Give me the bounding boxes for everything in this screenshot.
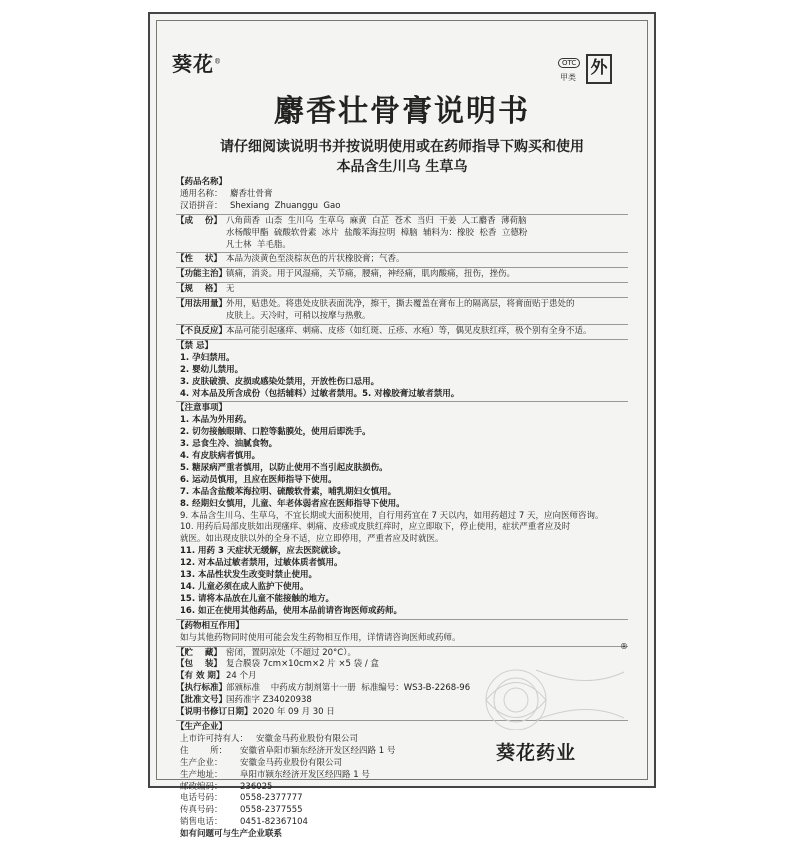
otc-badge: OTC <box>558 58 580 68</box>
properties-label: 【性 状】 <box>176 254 222 265</box>
precaution-item: 4. 有皮肤病者慎用。 <box>180 451 261 462</box>
manufacturer-row-value: 安徽省阜阳市颍东经济开发区经四路 1 号 <box>240 745 396 756</box>
manufacturer-row-label: 销售电话： <box>180 817 223 828</box>
usage-line-2: 皮肤上。天冷时，可稍以按摩与热敷。 <box>226 311 371 322</box>
generic-name-value: 麝香壮骨膏 <box>230 188 273 199</box>
divider <box>176 339 628 340</box>
precaution-item: 7. 本品含盐酸苯海拉明、硫酸软骨素，哺乳期妇女慎用。 <box>180 486 397 497</box>
manufacturer-row-label: 住 所： <box>180 745 228 756</box>
manufacturer-row-value: 236025 <box>240 781 273 792</box>
manufacturer-row-label: 生产地址： <box>180 769 223 780</box>
external-use-mark: 外 <box>586 54 612 84</box>
brand-logo <box>172 48 222 77</box>
indications-value: 镇痛，消炎。用于风湿痛，关节痛，腰痛，神经痛，肌肉酸痛，扭伤，挫伤。 <box>226 269 516 280</box>
approval-value: 国药准字 Z34020938 <box>226 695 312 706</box>
manufacturer-row-value: 安徽金马药业股份有限公司 <box>256 733 359 744</box>
precaution-item: 1. 本品为外用药。 <box>180 415 252 426</box>
pinyin-value: Shexiang Zhuanggu Gao <box>230 200 341 211</box>
precaution-item: 14. 儿童必须在成人监护下使用。 <box>180 582 309 592</box>
precaution-item: 11. 用药 3 天症状无缓解，应去医院就诊。 <box>180 546 346 557</box>
manufacturer-row-label: 邮政编码： <box>180 781 223 792</box>
approval-label: 【批准文号】 <box>176 695 228 706</box>
storage-label: 【贮 藏】 <box>176 647 222 658</box>
manufacturer-heading: 【生产企业】 <box>176 721 228 732</box>
contraindication-item: 2. 婴幼儿禁用。 <box>180 364 244 375</box>
interactions-value: 如与其他药物同时使用可能会发生药物相互作用，详情请咨询医师或药师。 <box>180 632 461 643</box>
composition-label: 【成 份】 <box>176 215 222 226</box>
usage-value <box>226 299 628 323</box>
pinyin-label: 汉语拼音： <box>180 200 223 211</box>
footer-trademark: ® <box>620 642 628 651</box>
properties-row <box>176 254 628 266</box>
instruction-leaflet <box>148 12 656 840</box>
generic-name-label: 通用名称： <box>180 188 223 199</box>
precaution-item: 5. 糖尿病严重者慎用，以防止使用不当引起皮肤损伤。 <box>180 462 388 473</box>
package-value: 复合膜袋 7cm×10cm×2 片 ×5 袋 / 盒 <box>226 659 379 670</box>
precaution-item-continued: 就医。如出现皮肤以外的全身不适，应立即停用，严重者应及时就医。 <box>180 534 444 545</box>
revision-value: 2020 年 09 月 30 日 <box>252 707 335 718</box>
contraindication-item: 3. 皮肤破溃、皮损或感染处禁用，开放性伤口忌用。 <box>180 376 380 387</box>
composition-value <box>226 216 628 252</box>
indications-row <box>176 269 628 281</box>
standard-label: 【执行标准】 <box>176 683 228 694</box>
adverse-label: 【不良反应】 <box>176 325 228 336</box>
manufacturer-row-value: 0451-82367104 <box>240 817 308 828</box>
usage-line-1: 外用，贴患处。将患处皮肤表面洗净，擦干，撕去覆盖在膏布上的隔离层，将膏面贴于患处的 <box>226 299 575 310</box>
manufacturer-row-value: 0558-2377777 <box>240 793 303 804</box>
divider <box>176 214 628 215</box>
usage-row <box>176 299 628 323</box>
precaution-item: 15. 请将本品放在儿童不能接触的地方。 <box>180 593 335 604</box>
manufacturer-row <box>176 805 628 817</box>
manufacturer-row-value: 阜阳市颍东经济开发区经四路 1 号 <box>240 769 370 780</box>
interactions-heading: 【药物相互作用】 <box>176 620 245 631</box>
composition-line-2: 水杨酸甲酯 硫酸软骨素 冰片 盐酸苯海拉明 樟脑 辅料为：橡胶 松香 立德粉 <box>226 227 528 238</box>
ingredient-warning: 本品含生川乌 生草乌 <box>336 159 468 175</box>
sunflower-seal-graphic <box>476 660 626 730</box>
composition-line-1: 八角茴香 山柰 生川乌 生草乌 麻黄 白芷 苍术 当归 干姜 人工麝香 薄荷脑 <box>226 215 527 226</box>
package-label: 【包 装】 <box>176 659 222 670</box>
manufacturer-row-label: 传真号码： <box>180 805 223 816</box>
adverse-value: 本品可能引起瘙痒、刺痛、皮疹（如红斑、丘疹、水疱）等，偶见皮肤红痒，极个别有全身不适。 <box>226 325 592 336</box>
precaution-item: 12. 对本品过敏者禁用，过敏体质者慎用。 <box>180 558 343 569</box>
document-title: 麝香壮骨膏说明书 <box>274 94 530 129</box>
generic-name-row <box>176 189 628 201</box>
manufacturer-row-value: 0558-2377555 <box>240 805 303 816</box>
specification-label: 【规 格】 <box>176 284 222 295</box>
divider <box>176 297 628 298</box>
validity-value: 24 个月 <box>226 671 257 682</box>
adverse-row <box>176 326 628 338</box>
precaution-item: 6. 运动员慎用，且应在医师指导下使用。 <box>180 474 337 485</box>
manufacturer-row <box>176 817 628 829</box>
manufacturer-row <box>176 793 628 805</box>
usage-warning: 请仔细阅读说明书并按说明使用或在药师指导下购买和使用 <box>220 139 584 155</box>
manufacturer-row <box>176 770 628 782</box>
standard-value: 部颁标准 中药成方制剂第十一册 标准编号：WS3-B-2268-96 <box>226 683 471 694</box>
precaution-item: 13. 本品性状发生改变时禁止使用。 <box>180 570 318 581</box>
manufacturer-row-label: 电话号码： <box>180 793 223 804</box>
contraindication-item: 4. 对本品及所含成份（包括辅料）过敏者禁用。5. 对橡胶膏过敏者禁用。 <box>180 388 460 399</box>
contact-note: 如有问题可与生产企业联系 <box>180 829 283 840</box>
divider <box>176 619 628 620</box>
storage-value: 密闭，置阴凉处（不超过 20°C）。 <box>226 647 356 658</box>
usage-label: 【用法用量】 <box>176 299 228 310</box>
indications-label: 【功能主治】 <box>176 269 228 280</box>
divider <box>176 646 628 647</box>
contraindications-heading: 【禁 忌】 <box>176 340 213 351</box>
manufacturer-row-value: 安徽金马药业股份有限公司 <box>240 757 343 768</box>
divider <box>176 324 628 325</box>
drug-name-heading: 【药品名称】 <box>176 177 228 187</box>
revision-label: 【说明书修订日期】 <box>176 707 253 718</box>
composition-line-3: 凡士林 羊毛脂。 <box>226 239 291 250</box>
precaution-item: 10. 用药后局部皮肤如出现瘙痒、刺痛、皮疹或皮肤红痒时，应立即取下，停止使用，症状严重者应及时 <box>180 522 571 533</box>
precaution-item: 8. 经期妇女慎用，儿童、年老体弱者应在医师指导下使用。 <box>180 498 405 509</box>
precautions-heading: 【注意事项】 <box>176 403 228 414</box>
manufacturer-row <box>176 782 628 794</box>
precaution-item: 3. 忌食生冷、油腻食物。 <box>180 439 278 450</box>
composition-row <box>176 216 628 252</box>
divider <box>176 401 628 402</box>
precaution-item: 9. 本品含生川乌、生草乌，不宜长期或大面积使用，自行用药宜在 7 天以内，如用药超过 7 天，应向医师咨询。 <box>180 510 604 521</box>
properties-value: 本品为淡黄色至淡棕灰色的片状橡胶膏；气香。 <box>226 254 405 265</box>
otc-class-label: 甲类 <box>560 73 576 82</box>
specification-row <box>176 284 628 296</box>
precaution-item: 2. 切勿接触眼睛、口腔等黏膜处，使用后即洗手。 <box>180 427 371 438</box>
manufacturer-row-label: 上市许可持有人： <box>180 733 249 744</box>
validity-label: 【有 效 期】 <box>176 671 225 682</box>
precaution-item: 16. 如正在使用其他药品，使用本品前请咨询医师或药师。 <box>180 605 403 616</box>
divider <box>176 282 628 283</box>
manufacturer-row-label: 生产企业： <box>180 757 223 768</box>
brand-name: 葵花 <box>172 52 214 76</box>
pinyin-row <box>176 201 628 213</box>
contraindication-item: 1. 孕妇禁用。 <box>180 352 235 363</box>
footer-brand-logo: 葵花药业 <box>496 742 577 764</box>
storage-row <box>176 648 628 660</box>
specification-value: 无 <box>226 284 235 295</box>
trademark-mark: ® <box>214 57 222 66</box>
